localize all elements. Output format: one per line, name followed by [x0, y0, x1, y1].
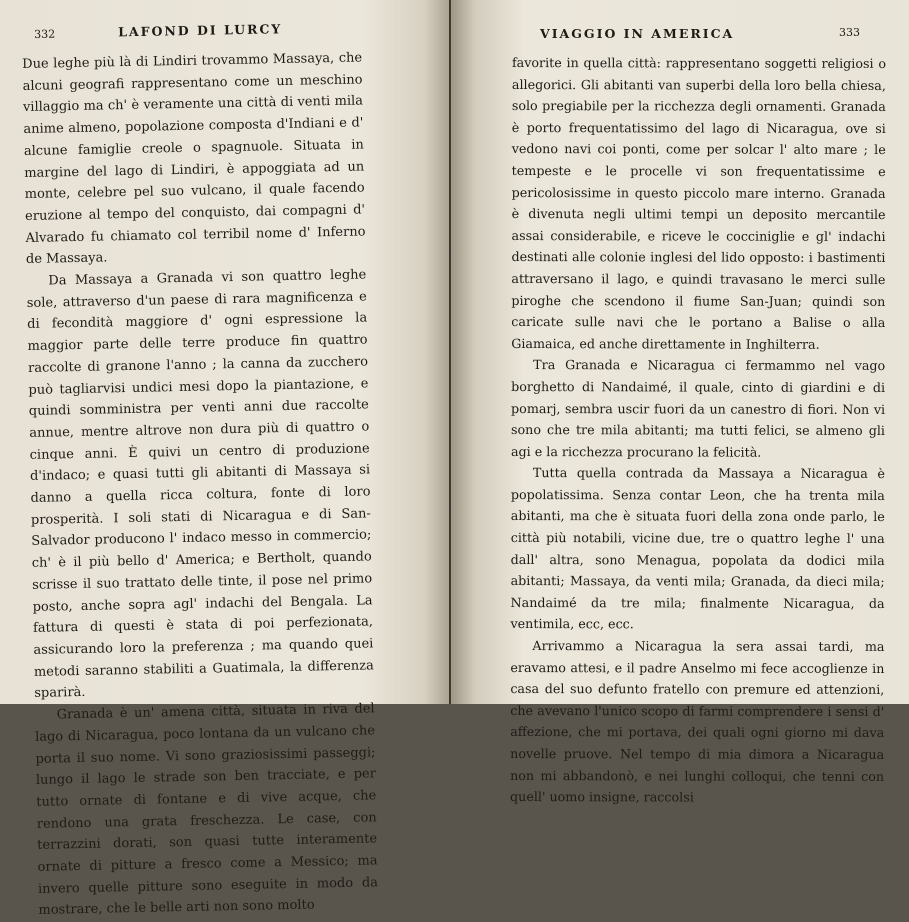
right-running-head	[540, 26, 870, 48]
left-page-text	[22, 47, 379, 921]
right-paragraph-2: Tra Granada e Nicaragua ci fermammo nel vago borghetto di Nandaimé, il quale, cinto di giardini e di pomarj, sembra uscir fuori da un canestro di fiori. Non vi sono che tre mila abitanti; ma tutti felici, se almeno gli agi e la ricchezza procurano la felicità.	[510, 357, 886, 460]
right-paragraph-4: Arrivammo a Nicaragua la sera assai tardi, ma eravamo attesi, e il padre Anselmo mi fece accoglienze in casa del suo defunto fratello con premure ed attenzioni, che avevano l'unico scopo di farmi comprendere i sensi d' affezione, che mi portava, dei quali ogni giorno mi dava novelle pruove. Nel tempo di mia dimora a Nicaragua non mi abbandonò, e nei lunghi colloqui, che tenni con quell' uomo insigne, raccolsi	[510, 638, 885, 805]
book-gutter	[449, 0, 451, 704]
left-paragraph-1: Due leghe più là di Lindiri trovammo Massaya, che alcuni geografi rappresentano come un meschino villaggio ma ch' è veramente una città di venti mila anime almeno, popolazione composta d'Indiani e d' alcune famiglie creole o spagnuole. Situata in margine del lago di Lindiri, è appoggiata ad un monte, celebre pel suo vulcano, il quale facendo eruzione al tempo del conquisto, dai compagni d' Alvarado fu chiamato col terribil nome d' Inferno de Massaya.	[22, 50, 366, 268]
right-page-text	[510, 52, 886, 809]
left-paragraph-3: Granada è un' amena città, situata in riva del lago di Nicaragua, poco lontana da un vulcano che porta il suo nome. Vi sono graziosissimi passeggi; lungo il lago le strade son ben tracciate, e per tutto ornate di fontane e di vive acque, che rendono una grata freschezza. Le case, con terrazzini dorati, son quasi tutte interamente ornate di pitture a fresco come a Messico; ma invero quelle pitture sono eseguite in modo da mostrare, che le belle arti non sono molto	[34, 701, 379, 919]
right-page-number: 333	[839, 26, 860, 39]
right-paragraph-1: favorite in quella città: rappresentano soggetti religiosi o allegorici. Gli abitanti van superbi della loro bella chiesa, solo pregiabile per la ricchezza degli ornamenti. Granada è porto frequentatissimo del lago di Nicaragua, ove si vedono navi coi ponti, come per solcar l' alto mare ; le tempeste e le procelle vi son frequentatissime e pericolosissime in questo piccolo mare interno. Granada è divenuta negli ultimi tempi un deposito mercantile assai considerabile, e riceve le cocciniglie e gl' indachi destinati alle colonie inglesi del lido opposto: i bastimenti attraversano il lago, e quindi travasano le merci sulle piroghe che scendono il fiume San-Juan; quindi son caricate sulle navi che le portano a Balise o alla Giamaica, ed anche direttamente in Inghilterra.	[511, 54, 886, 352]
left-page	[0, 0, 452, 919]
right-page	[452, 0, 909, 805]
left-running-head-title: LAFOND DI LURCY	[117, 21, 283, 40]
right-paragraph-3: Tutta quella contrada da Massaya a Nicaragua è popolatissima. Senza contar Leon, che ha trenta mila abitanti, ma che è situata fuori della zona onde parlo, le città più notabili, vicine due, tre o quattro leghe l' una dall' altra, sono Menagua, popolata da dodici mila abitanti; Massaya, da venti mila; Granada, da dieci mila; Nandaimé da tre mila; finalmente Nicaragua, da ventimila, ecc, ecc.	[510, 465, 885, 632]
left-paragraph-2: Da Massaya a Granada vi son quattro leghe sole, attraverso d'un paese di rara magnificenza e di fecondità maggiore d' ogni espressione la maggior parte delle terre produce fin quattro raccolte di granone l'anno ; la canna da zucchero può tagliarvisi undici mesi dopo la piantazione, e quindi somministra per venti anni due raccolte annue, mentre altrove non dura più di quattro o cinque anni. È quivi un centro di produzione d'indaco; e quasi tutti gli abitanti di Massaya si danno a quella ricca coltura, fonte di loro prosperità. I soli stati di Nicaragua e di San-Salvador producono l' indaco messo in commercio; ch' è il più bello d' America; e Bertholt, quando scrisse il suo trattato delle tinte, il pose nel primo posto, anche sopra agl' indachi del Bengala. La fattura di questi è stata di poi perfezionata, assicurando loro la preferenza ; ma quando quei metodi saranno stabiliti a Guatimala, la differenza sparirà.	[26, 267, 374, 702]
right-running-head-title: VIAGGIO IN AMERICA	[540, 26, 735, 41]
left-running-head	[34, 20, 334, 48]
left-page-number: 332	[34, 27, 56, 41]
